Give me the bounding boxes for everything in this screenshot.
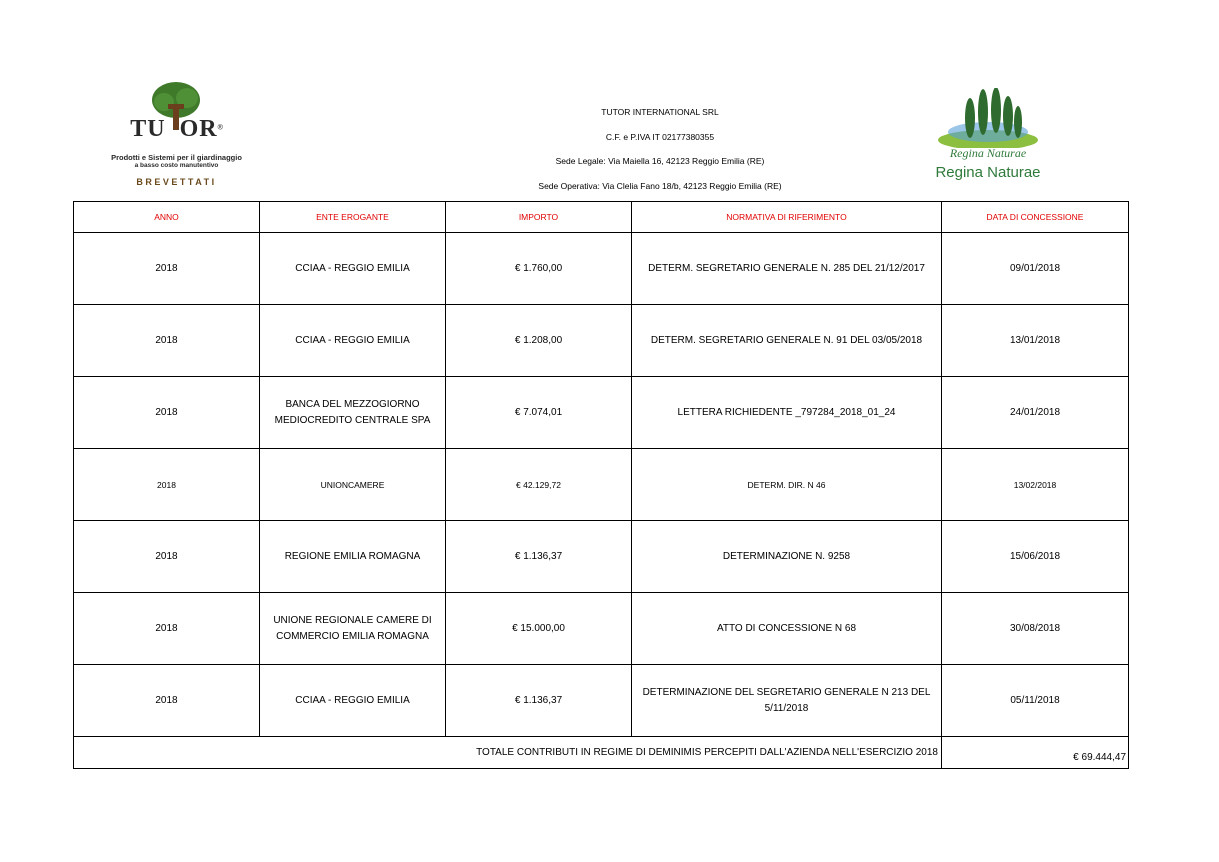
cell-data: 15/06/2018: [942, 521, 1129, 593]
header-normativa: NORMATIVA DI RIFERIMENTO: [632, 202, 942, 233]
tutor-tagline-3: BREVETTATI: [136, 177, 217, 187]
company-operative-seat: Sede Operativa: Via Clelia Fano 18/b, 42123 Reggio Emilia (RE): [538, 180, 782, 191]
cell-data: 24/01/2018: [942, 377, 1129, 449]
cell-importo: € 1.136,37: [446, 521, 632, 593]
table-row: [74, 521, 1129, 593]
company-vat: C.F. e P.IVA IT 02177380355: [605, 131, 715, 142]
total-value: € 69.444,47: [942, 737, 1129, 769]
cell-ente: UNIONCAMERE: [260, 449, 446, 521]
cell-anno: 2018: [74, 305, 260, 377]
cell-importo: € 15.000,00: [446, 593, 632, 665]
tutor-brand-post: OR: [179, 116, 218, 142]
cell-importo: € 1.208,00: [446, 305, 632, 377]
cell-anno: 2018: [74, 521, 260, 593]
tutor-logo: [89, 80, 264, 190]
table-row: [74, 665, 1129, 737]
table-header-row: [74, 202, 1129, 233]
cell-importo: € 7.074,01: [446, 377, 632, 449]
cell-normativa: LETTERA RICHIEDENTE _797284_2018_01_24: [632, 377, 942, 449]
header-data: DATA DI CONCESSIONE: [942, 202, 1129, 233]
cypress-trees-icon: [928, 88, 1048, 148]
cell-importo: € 1.136,37: [446, 665, 632, 737]
cell-data: 30/08/2018: [942, 593, 1129, 665]
regina-brand-text: Regina Naturae: [935, 164, 1041, 181]
regina-naturae-logo: [928, 88, 1048, 188]
cell-normativa: ATTO DI CONCESSIONE N 68: [632, 593, 942, 665]
table-row: [74, 449, 1129, 521]
total-row: [74, 737, 1129, 769]
total-label: TOTALE CONTRIBUTI IN REGIME DI DEMINIMIS PERCEPITI DALL'AZIENDA NELL'ESERCIZIO 2018: [74, 737, 942, 769]
cell-ente: CCIAA - REGGIO EMILIA: [260, 233, 446, 305]
header-ente: ENTE EROGANTE: [260, 202, 446, 233]
cell-ente: UNIONE REGIONALE CAMERE DI COMMERCIO EMILIA ROMAGNA: [260, 593, 446, 665]
tutor-tagline-2: a basso costo manutentivo: [134, 162, 219, 169]
cell-anno: 2018: [74, 377, 260, 449]
tutor-tagline-1: Prodotti e Sistemi per il giardinaggio: [111, 153, 242, 162]
table-row: [74, 305, 1129, 377]
cell-anno: 2018: [74, 233, 260, 305]
cell-normativa: DETERM. DIR. N 46: [632, 449, 942, 521]
regina-script-text: Regina Naturae: [949, 146, 1027, 160]
cell-normativa: DETERM. SEGRETARIO GENERALE N. 285 DEL 21/12/2017: [632, 233, 942, 305]
header-importo: IMPORTO: [446, 202, 632, 233]
cell-ente: BANCA DEL MEZZOGIORNO MEDIOCREDITO CENTRALE SPA: [260, 377, 446, 449]
cell-ente: CCIAA - REGGIO EMILIA: [260, 305, 446, 377]
cell-data: 05/11/2018: [942, 665, 1129, 737]
contributions-table: [73, 201, 1129, 769]
company-info: [420, 100, 900, 198]
cell-ente: CCIAA - REGGIO EMILIA: [260, 665, 446, 737]
cell-normativa: DETERMINAZIONE N. 9258: [632, 521, 942, 593]
cell-normativa: DETERMINAZIONE DEL SEGRETARIO GENERALE N 213 DEL 5/11/2018: [632, 665, 942, 737]
company-legal-seat: Sede Legale: Via Maiella 16, 42123 Reggio Emilia (RE): [555, 156, 765, 166]
header-anno: ANNO: [74, 202, 260, 233]
cell-anno: 2018: [74, 593, 260, 665]
cell-importo: € 1.760,00: [446, 233, 632, 305]
tutor-brand-pre: TU: [130, 116, 166, 142]
cell-data: 13/01/2018: [942, 305, 1129, 377]
company-name: TUTOR INTERNATIONAL SRL: [601, 107, 719, 117]
cell-ente: REGIONE EMILIA ROMAGNA: [260, 521, 446, 593]
table-row: [74, 377, 1129, 449]
cell-data: 13/02/2018: [942, 449, 1129, 521]
registered-mark: ®: [217, 124, 223, 132]
table-row: [74, 233, 1129, 305]
cell-anno: 2018: [74, 449, 260, 521]
cell-data: 09/01/2018: [942, 233, 1129, 305]
table-row: [74, 593, 1129, 665]
cell-importo: € 42.129,72: [446, 449, 632, 521]
cell-normativa: DETERM. SEGRETARIO GENERALE N. 91 DEL 03/05/2018: [632, 305, 942, 377]
cell-anno: 2018: [74, 665, 260, 737]
